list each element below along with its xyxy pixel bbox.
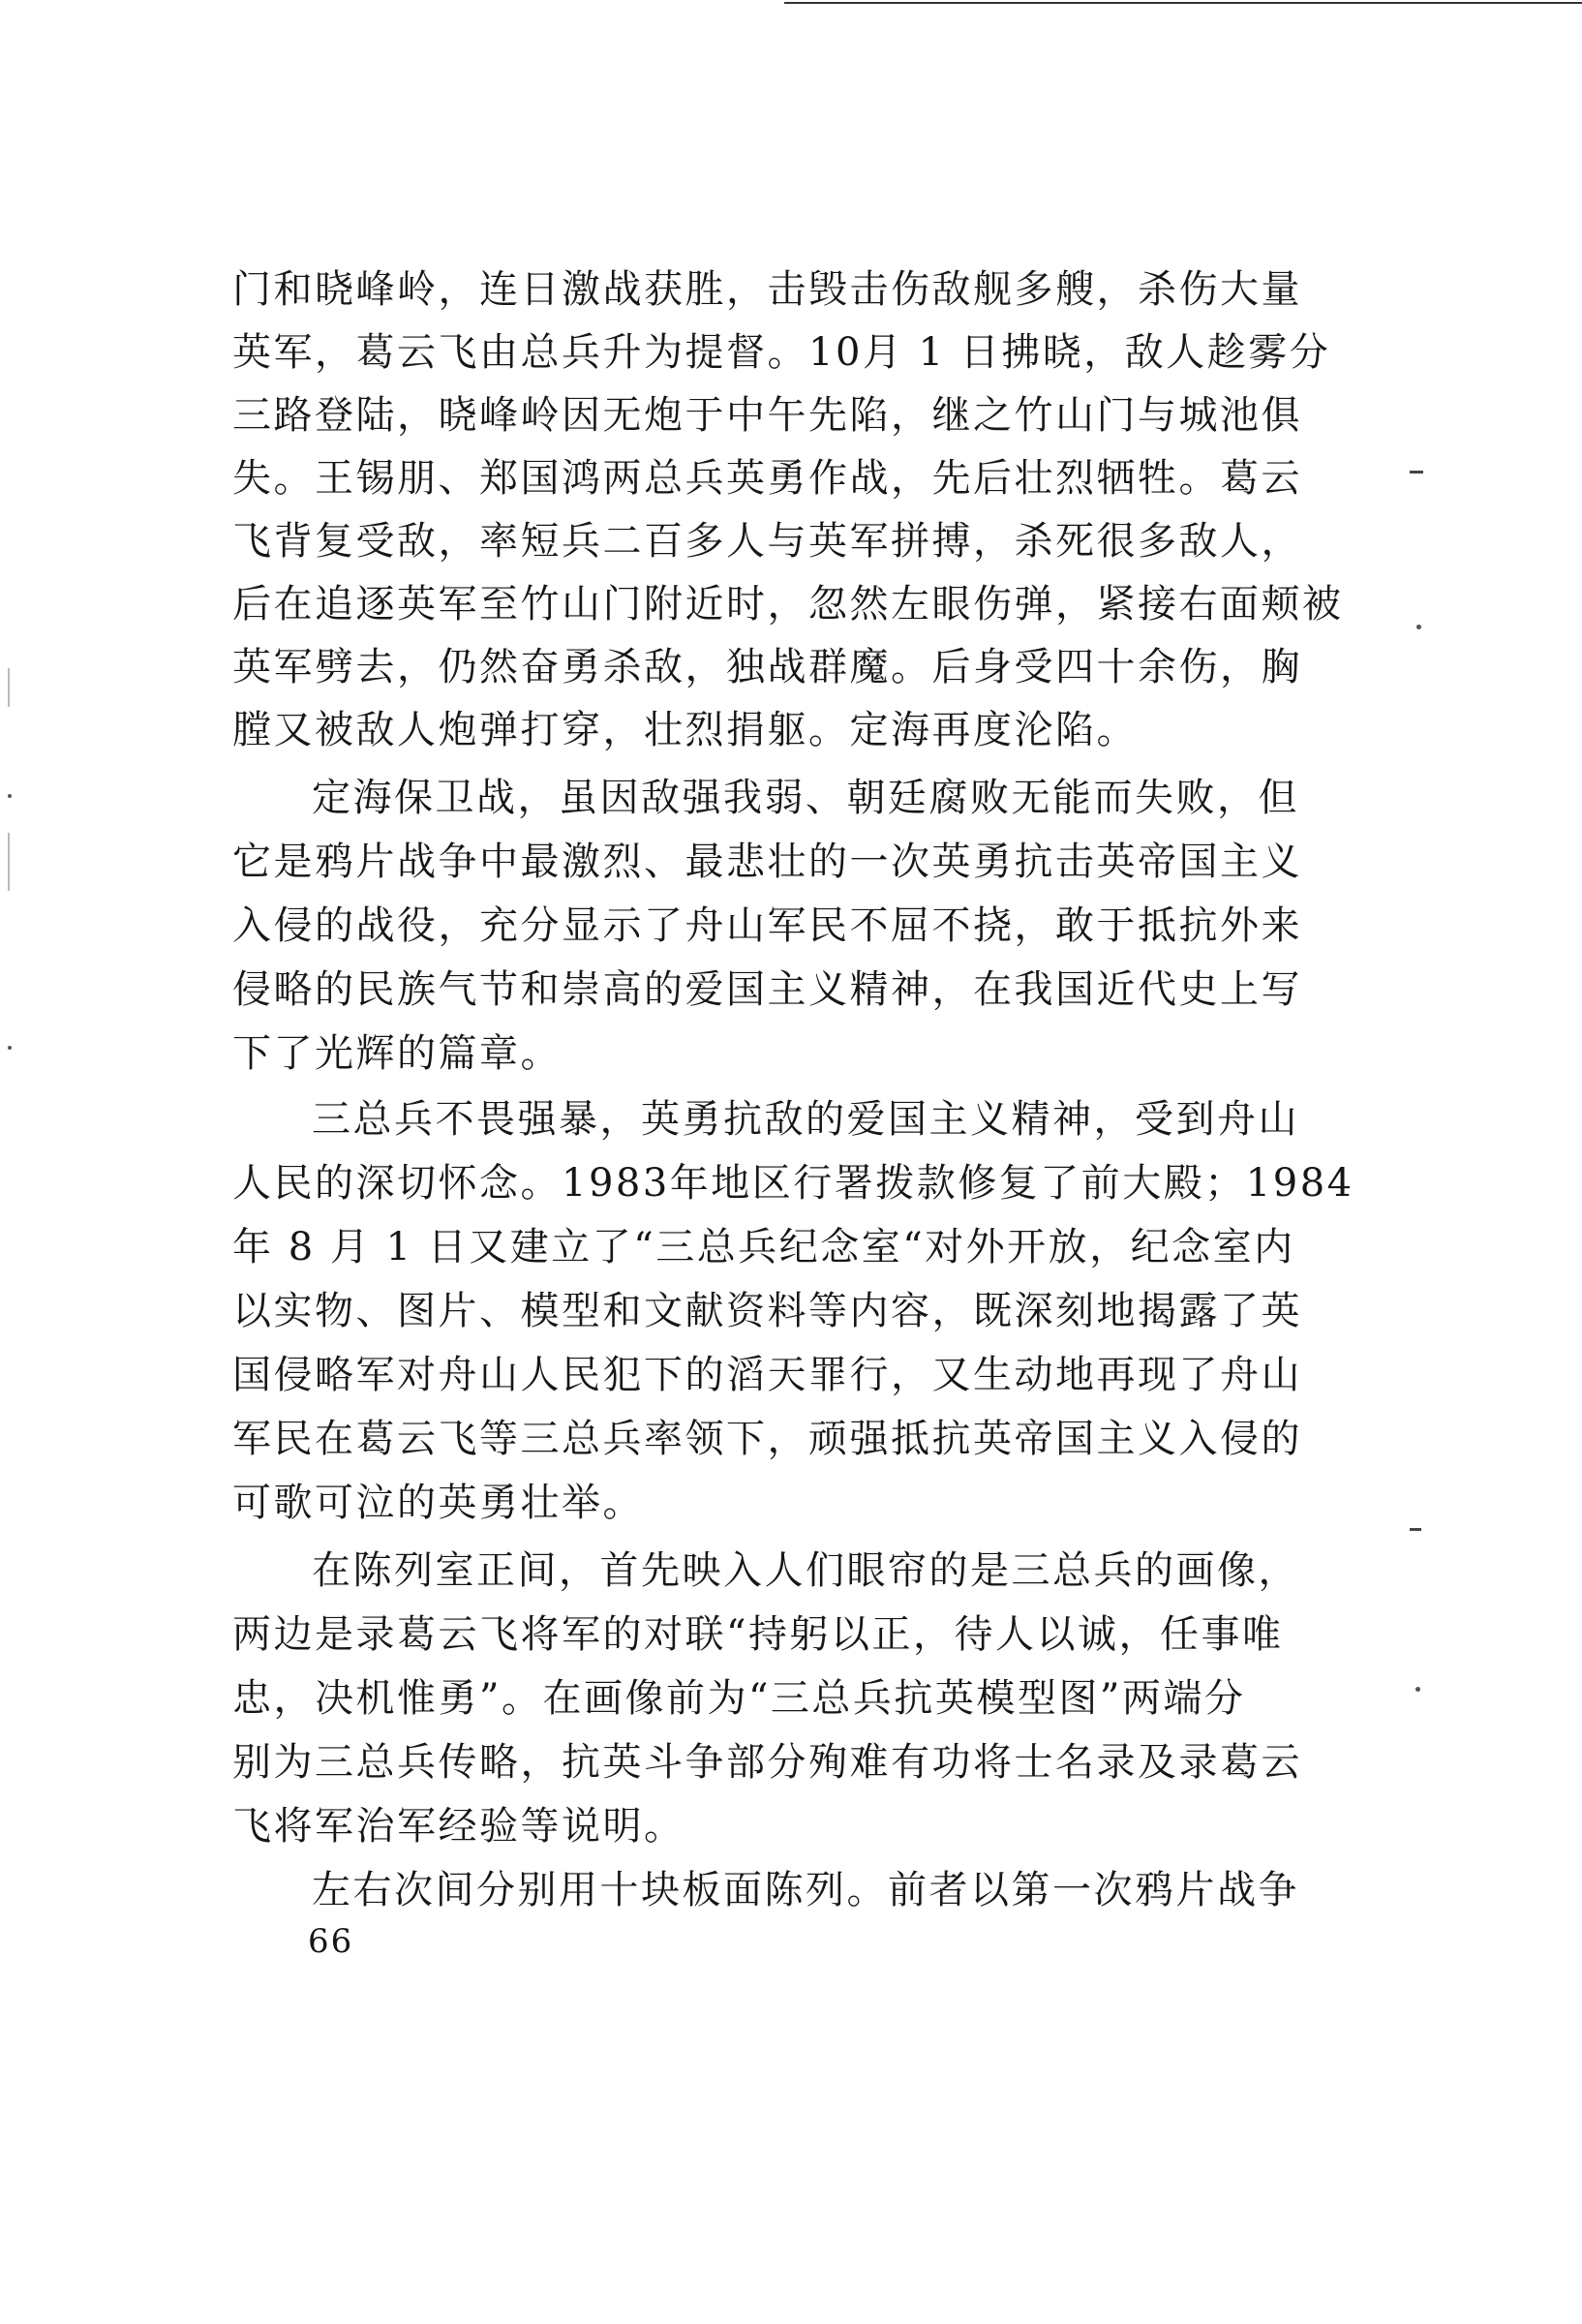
scan-mark [1410, 1528, 1421, 1531]
scan-mark [8, 794, 12, 798]
text-line: 膛又被敌人炮弹打穿，壮烈捐躯。定海再度沦陷。 [232, 708, 1138, 752]
text-line: 英军，葛云飞由总兵升为提督。10月 1 日拂晓，敌人趁雾分 [232, 330, 1331, 375]
text-line: 后在追逐英军至竹山门附近时，忽然左眼伤弹，紧接右面颊被 [232, 582, 1344, 627]
paragraph-first-line: 在陈列室正间，首先映入人们眼帘的是三总兵的画像， [312, 1548, 1299, 1593]
text-line: 三路登陆，晓峰岭因无炮于中午先陷，继之竹山门与城池俱 [232, 393, 1302, 438]
text-line: 飞将军治军经验等说明。 [232, 1804, 685, 1849]
text-line: 可歌可泣的英勇壮举。 [232, 1481, 644, 1525]
text-line: 入侵的战役，充分显示了舟山军民不屈不挠，敢于抵抗外来 [232, 903, 1302, 948]
text-line: 以实物、图片、模型和文献资料等内容，既深刻地揭露了英 [232, 1289, 1302, 1333]
paragraph-first-line: 左右次间分别用十块板面陈列。前者以第一次鸦片战争 [312, 1868, 1299, 1912]
text-line: 下了光辉的篇章。 [232, 1031, 562, 1076]
scan-mark [1415, 1687, 1420, 1692]
paragraph-first-line: 三总兵不畏强暴，英勇抗敌的爱国主义精神，受到舟山 [312, 1097, 1299, 1142]
scan-mark [8, 1046, 12, 1050]
text-line: 两边是录葛云飞将军的对联“持躬以正，待人以诚，任事唯 [232, 1612, 1284, 1657]
paragraph-first-line: 定海保卫战，虽因敌强我弱、朝廷腐败无能而失败，但 [312, 776, 1299, 820]
text-line: 忠，决机惟勇”。在画像前为“三总兵抗英模型图”两端分 [232, 1676, 1246, 1721]
text-line: 侵略的民族气节和崇高的爱国主义精神，在我国近代史上写 [232, 967, 1302, 1012]
scan-mark [8, 668, 10, 707]
text-line: 年 8 月 1 日又建立了“三总兵纪念室“对外开放，纪念室内 [232, 1225, 1295, 1269]
text-line: 别为三总兵传略，抗英斗争部分殉难有功将士名录及录葛云 [232, 1740, 1302, 1785]
text-line: 军民在葛云飞等三总兵率领下，顽强抵抗英帝国主义入侵的 [232, 1417, 1302, 1461]
text-line: 人民的深切怀念。1983年地区行署拨款修复了前大殿；1984 [232, 1161, 1354, 1206]
text-line: 国侵略军对舟山人民犯下的滔天罪行，又生动地再现了舟山 [232, 1353, 1302, 1397]
text-line: 飞背复受敌，率短兵二百多人与英军拼搏，杀死很多敌人， [232, 519, 1302, 564]
text-line: 失。王锡朋、郑国鸿两总兵英勇作战，先后壮烈牺牲。葛云 [232, 456, 1302, 501]
scan-mark [1410, 471, 1423, 474]
scan-mark [1416, 625, 1421, 629]
scan-mark [8, 833, 10, 891]
text-line: 英军劈去，仍然奋勇杀敌，独战群魔。后身受四十余伤，胸 [232, 645, 1302, 689]
page-number: 66 [308, 1922, 354, 1961]
text-line: 门和晓峰岭，连日激战获胜，击毁击伤敌舰多艘，杀伤大量 [232, 267, 1302, 312]
top-rule [784, 2, 1582, 4]
text-line: 它是鸦片战争中最激烈、最悲壮的一次英勇抗击英帝国主义 [232, 840, 1302, 884]
